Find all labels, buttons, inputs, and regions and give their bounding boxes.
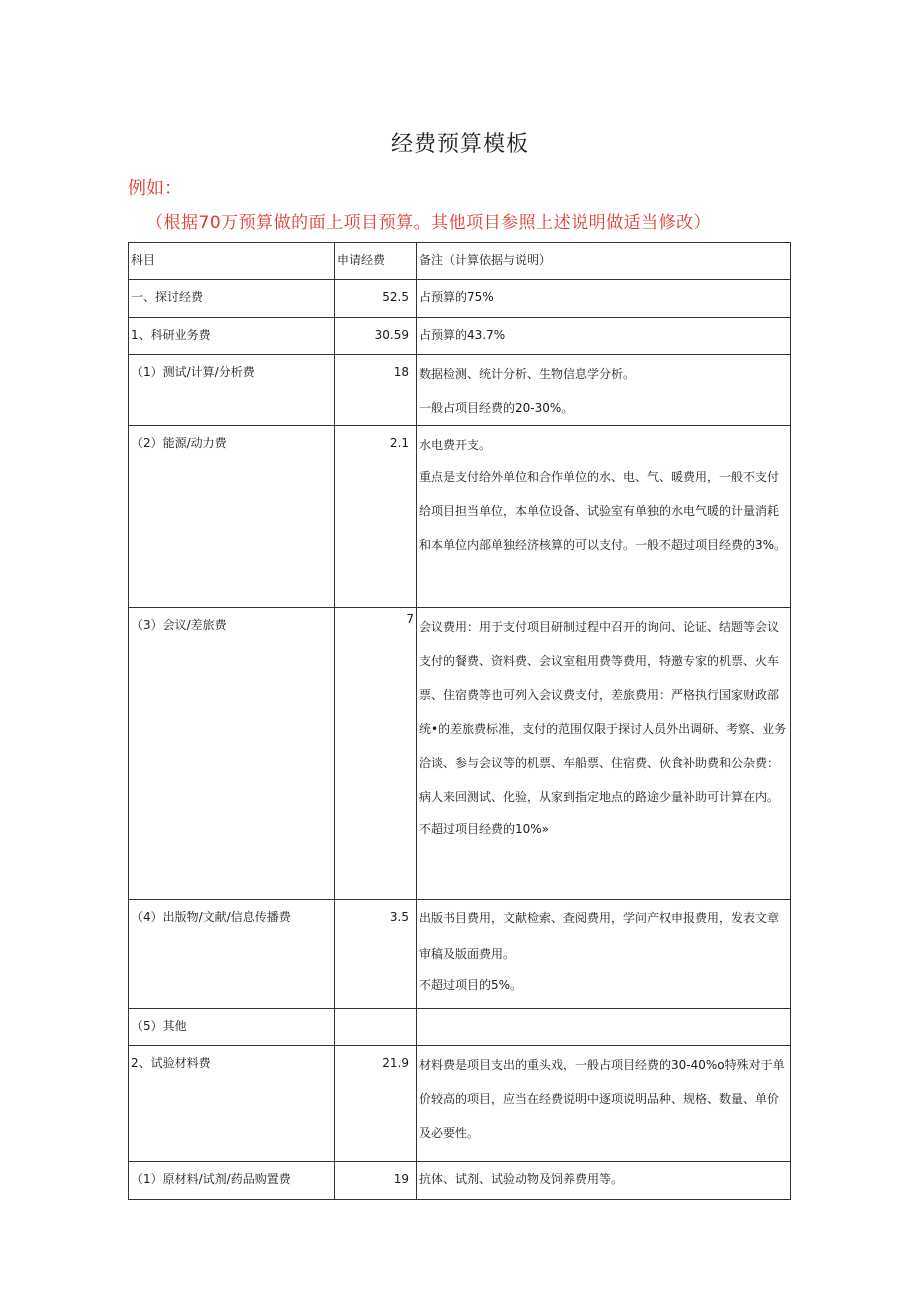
header-item: 科目 <box>129 243 335 280</box>
row-item: 2、试验材料费 <box>129 1046 335 1162</box>
table-row <box>129 900 791 1009</box>
row-remarks <box>417 1009 791 1046</box>
row-item: （1）测试/计算/分析费 <box>129 355 335 426</box>
row-remarks: 出版书目费用，文献检索、查阅费用，学问产权申报费用，发表文章审稿及版面费用。 不超过项目的5%。 <box>417 900 791 1009</box>
table-row <box>129 355 791 426</box>
row-amount: 52.5 <box>335 280 417 318</box>
header-remarks: 备注（计算依据与说明） <box>417 243 791 280</box>
row-item: （3）会议/差旅费 <box>129 608 335 900</box>
table-row <box>129 280 791 318</box>
row-amount: 19 <box>335 1162 417 1200</box>
row-amount: 18 <box>335 355 417 426</box>
table-row <box>129 1162 791 1200</box>
header-amount: 申请经费 <box>335 243 417 280</box>
row-item: （5）其他 <box>129 1009 335 1046</box>
row-item: （1）原材料/试剂/药品购置费 <box>129 1162 335 1200</box>
document-title: 经费预算模板 <box>390 132 529 157</box>
row-amount: 21.9 <box>335 1046 417 1162</box>
row-item: （4）出版物/文献/信息传播费 <box>129 900 335 1009</box>
table-header-row <box>129 243 791 280</box>
row-item: （2）能源/动力费 <box>129 426 335 608</box>
row-remarks: 会议费用：用于支付项目研制过程中召开的询问、论证、结题等会议支付的餐费、资料费、会议室租用费等费用，特邀专家的机票、火车票、住宿费等也可列入会议费支付，差旅费用：严格执行国家财政部统•的差旅费标准，支付的范围仅限于探讨人员外出调研、考察、业务洽谈、参与会议等的机票、车船票、住宿费、伙食补助费和公杂费：病人来回测试、化验，从家到指定地点的路途少量补助可计算在内。 不超过项目经费的10%» <box>417 608 791 900</box>
row-item: 1、科研业务费 <box>129 318 335 355</box>
row-amount <box>335 1009 417 1046</box>
row-amount: 3.5 <box>335 900 417 1009</box>
budget-note: （根据70万预算做的面上项目预算。其他项目参照上述说明做适当修改） <box>146 213 712 233</box>
row-remarks: 数据检测、统计分析、生物信息学分析。 一般占项目经费的20-30%。 <box>417 355 791 426</box>
row-remarks: 占预算的43.7% <box>417 318 791 355</box>
table-row <box>129 426 791 608</box>
row-amount: 7 <box>335 608 417 900</box>
budget-table <box>128 242 791 1200</box>
row-amount: 2.1 <box>335 426 417 608</box>
table-row <box>129 318 791 355</box>
row-remarks: 抗体、试剂、试验动物及饲养费用等。 <box>417 1162 791 1200</box>
table-row <box>129 1046 791 1162</box>
row-remarks: 水电费开支。 重点是支付给外单位和合作单位的水、电、气、暖费用，一般不支付给项目担当单位，本单位设备、试验室有单独的水电气暖的计量消耗和本单位内部单独经济核算的可以支付。一般不超过项目经费的3%。 <box>417 426 791 608</box>
row-remarks: 占预算的75% <box>417 280 791 318</box>
row-amount: 30.59 <box>335 318 417 355</box>
example-label: 例如： <box>128 178 182 199</box>
row-remarks: 材料费是项目支出的重头戏，一般占项目经费的30-40%o特殊对于单价较高的项目，应当在经费说明中逐项说明品种、规格、数量、单价及必要性。 <box>417 1046 791 1162</box>
table-row <box>129 608 791 900</box>
table-row <box>129 1009 791 1046</box>
row-item: 一、探讨经费 <box>129 280 335 318</box>
